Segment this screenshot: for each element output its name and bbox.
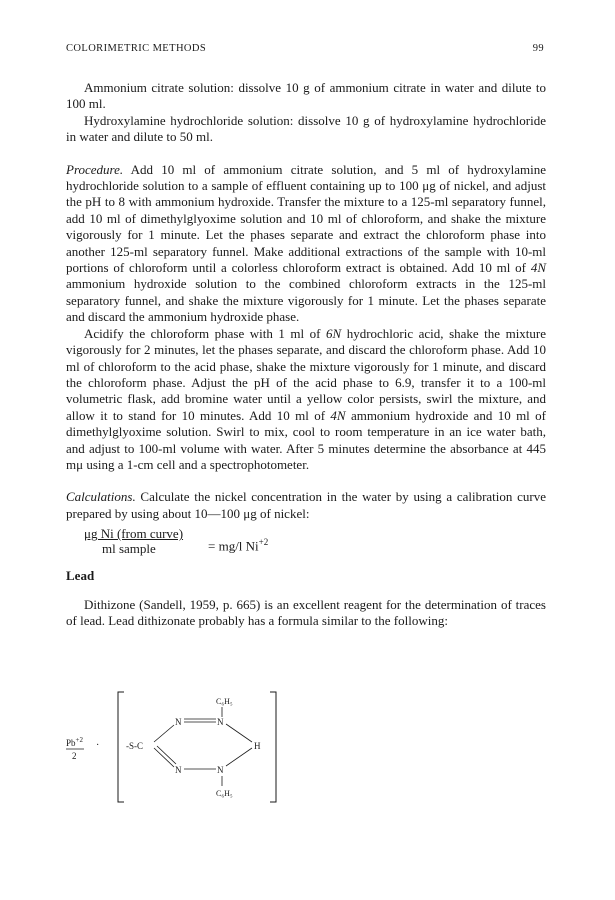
pb-denominator: 2 <box>72 751 77 761</box>
c6h5-bottom: C₆H₅ <box>216 789 233 798</box>
procedure-text-2: ammonium hydroxide solution to the combined chloroform extracts in the 125-ml separatory funnel, and shake the mixture vigorously for 1 minute. Let the phases separate and discard the ammonium hydroxide phase. <box>66 276 546 325</box>
procedure-text-1: Add 10 ml of ammonium citrate solution, and 5 ml of hydroxylamine hydrochloride solution to a sample of effluent containing up to 100 μg of nickel, and adjust the pH to 8 with ammonium hydroxide. Transfer the mixture to a 125-ml separatory funnel, add 10 ml of dimethylglyoxime solution and 10 ml of chloroform, and shake the mixture vigorously for 1 minute. Let the phases separate and extract the chloroform phase into another 125-ml separatory funnel. Make additional extractions of the sample with 10-ml portions of chloroform until a colorless chloroform extract is obtained. Add 10 ml of <box>66 161 546 276</box>
procedure-label: Procedure. <box>66 161 124 177</box>
c6h5-top: C₆H₅ <box>216 697 233 706</box>
bond-c-n1 <box>154 725 174 742</box>
atom-n1: N <box>175 717 182 727</box>
body-text <box>66 80 546 629</box>
procedure-text-5: ammonium hydroxide and 10 ml of dimethylglyoxime solution. Swirl to mix, cool to room temperature in an ice water bath, and adjust to 100-ml volume with water. After 5 minutes determine the absorbance at 445 mμ using a 1-cm cell and a spectrophotometer. <box>66 407 546 472</box>
formula-result <box>208 534 268 555</box>
atom-n3: N <box>175 765 182 775</box>
lead-paragraph: Dithizone (Sandell, 1959, p. 665) is an excellent reagent for the determination of traces of lead. Lead dithizonate probably has a formula similar to the following: <box>66 596 546 628</box>
bond-n4-h <box>226 748 252 766</box>
atom-h: H <box>254 741 261 751</box>
section-heading-lead: Lead <box>66 568 95 584</box>
lead-dithizonate-structure <box>66 690 296 810</box>
bond-c-n3-b <box>157 746 176 764</box>
bond-n2-h <box>226 724 252 742</box>
nickel-formula <box>84 526 546 560</box>
atom-n4: N <box>217 765 224 775</box>
calculations-paragraph <box>66 489 546 522</box>
procedure-text-3: Acidify the chloroform phase with 1 ml of <box>84 325 321 341</box>
dot: · <box>96 740 100 751</box>
procedure-paragraph-2 <box>66 326 546 474</box>
formula-numerator: μg Ni (from curve) <box>84 526 184 542</box>
calculations-label: Calculations. <box>66 489 136 505</box>
bond-c-n3-a <box>154 748 174 767</box>
normality-4n: 4N <box>530 260 546 276</box>
reagent-hydroxylamine: Hydroxylamine hydrochloride solution: dissolve 10 g of hydroxylamine hydrochloride in water and dilute to 50 ml. <box>66 112 546 145</box>
calculations-text: Calculate the nickel concentration in the water by using a calibration curve prepared by using about 10—100 μg of nickel: <box>66 489 546 521</box>
pb-label: $Pb^{+2}$ <box>66 736 83 748</box>
right-bracket <box>270 692 276 802</box>
formula-result-charge: +2 <box>258 537 269 548</box>
reagent-ammonium-citrate: Ammonium citrate solution: dissolve 10 g of ammonium citrate in water and dilute to 100 ml. <box>66 80 546 112</box>
atom-n2: N <box>217 717 224 727</box>
left-bracket <box>118 692 124 802</box>
formula-result-text: = mg/l Ni <box>208 538 259 554</box>
page-number: 99 <box>532 43 544 54</box>
procedure-paragraph <box>66 162 546 326</box>
s-c-label: -S-C <box>126 741 144 751</box>
running-head-title: COLORIMETRIC METHODS <box>66 43 207 54</box>
procedure-text-4: hydrochloric acid, shake the mixture vigorously for 2 minutes, let the phases separate, and discard the chloroform phase. Add 10 ml of chloroform to the acid phase, shake the mixture vigorously for 1 minute, and discard the chloroform phase. Adjust the pH of the acid phase to 6.9, transfer it to a 100-ml volumetric flask, add bromine water until a yellow color persists, swirl the mixture, and allow it to stand for 10 minutes. Add 10 ml of <box>66 325 547 423</box>
normality-6n: 6N <box>326 325 342 341</box>
formula-denominator: ml sample <box>102 541 156 557</box>
normality-4n-2: 4N <box>330 407 346 423</box>
